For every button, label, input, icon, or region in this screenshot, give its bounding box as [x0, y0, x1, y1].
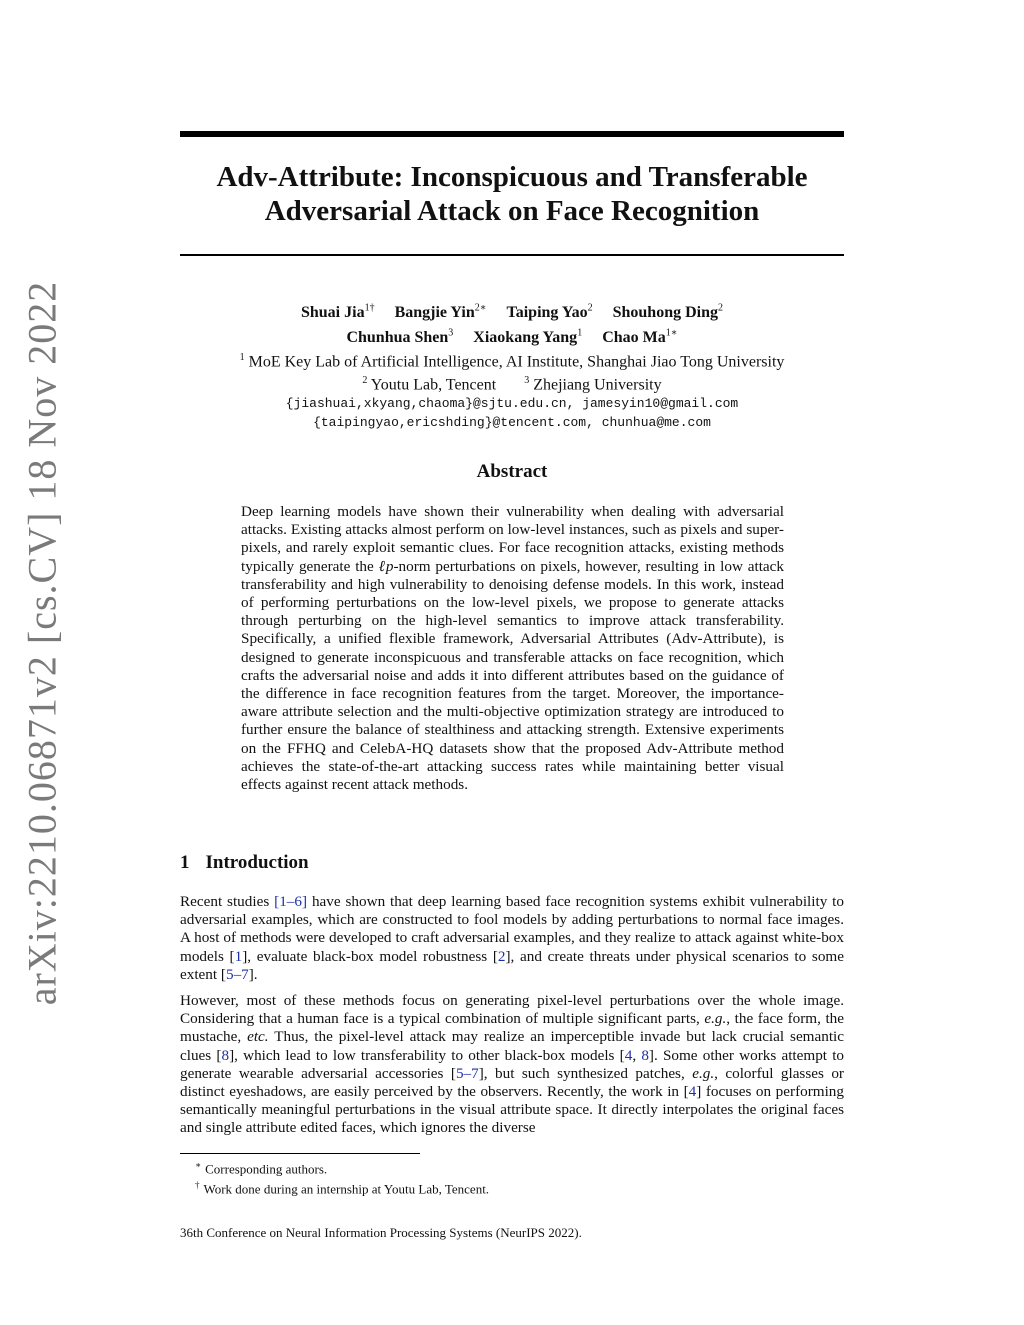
conference-note: 36th Conference on Neural Information Processing Systems (NeurIPS 2022).: [180, 1225, 582, 1240]
title-top-rule: [180, 131, 844, 137]
citation-link[interactable]: 5–7: [455, 1064, 479, 1082]
emphasis-text: e.g.: [692, 1064, 715, 1082]
footnote-internship: † Work done during an internship at Youtu Lab, Tencent.: [195, 1180, 490, 1197]
author-name: Taiping Yao$^2$: [506, 303, 593, 322]
footnotes: [195, 1157, 489, 1198]
paragraph-text: ], which lead to low transferability to other black-box models [: [229, 1046, 625, 1064]
citation-link[interactable]: 2: [497, 947, 506, 965]
paragraph-text: ] focuses on performing semantically meaningful perturbations in the visual attribute space. It directly interpolates the original faces and single attribute edited faces, which ignores the diverse: [180, 1083, 844, 1137]
author-line-2: [180, 323, 844, 347]
author-line-1: [180, 299, 844, 323]
paragraph-text: ], evaluate black-box model robustness [: [242, 947, 498, 965]
paragraph-text: , colorful glasses or distinct eyeshadows, are easily perceived by the observers. Recently, the work in [: [180, 1064, 844, 1101]
citation-link[interactable]: [1–6]: [274, 893, 308, 910]
email-line-2: {taipingyao,ericshding}@tencent.com, chunhua@me.com: [313, 415, 711, 431]
emphasis-text: etc.: [247, 1028, 269, 1046]
abstract-text: Deep learning models have shown their vulnerability when dealing with adversarial attacks. Existing attacks almost perform on low-level instances, such as pixels and super-pixels, and rarely exploit semantic clues. For face recognition attacks, existing methods typically generate the ℓp-norm perturbations on pixels, however, resulting in low attack transferability and high vulnerability to denoising defense models. In this work, instead of performing perturbations on the low-level pixels, we propose to generate attacks through perturbing on the high-level semantics to improve attack transferability. Specifically, a unified flexible framework, Adversarial Attributes (Adv-Attribute), is designed to generate inconspicuous and transferable attacks on face recognition, which crafts the adversarial noise and adds it into different attributes based on the guidance of the difference in face recognition features from the target. Moreover, the importance-aware attribute selection and the multi-objective optimization strategy are introduced to further ensure the balance of stealthiness and attacking strength. Extensive experiments on the FFHQ and CelebA-HQ datasets show that the proposed Adv-Attribute method achieves the state-of-the-art attacking success rates while maintaining better visual effects against recent attack methods.: [241, 503, 784, 794]
paragraph-text: ].: [248, 965, 258, 983]
affiliation-1: $^1$ MoE Key Lab of Artificial Intelligence, AI Institute, Shanghai Jiao Tong University: [239, 351, 785, 370]
paragraph-text: However, most of these methods focus on generating pixel-level perturbations over the whole image. Considering that a human face is a typical combination of multiple significant parts,: [180, 992, 844, 1028]
author-name: Shouhong Ding$^2$: [612, 303, 723, 322]
abstract-heading: Abstract: [476, 461, 548, 482]
paragraph-text: ,: [632, 1046, 642, 1064]
author-name: Xiaokang Yang$^1$: [473, 327, 583, 346]
citation-link[interactable]: 4: [688, 1083, 697, 1101]
paragraph-text: ], but such synthesized patches,: [478, 1064, 693, 1082]
paragraph-text: Recent studies: [180, 893, 275, 910]
title-line-2: Adversarial Attack on Face Recognition: [264, 195, 760, 227]
citation-link[interactable]: 5–7: [225, 965, 249, 983]
paragraph-text: have shown that deep learning based face recognition systems exhibit vulnerability to adversarial examples, which are constructed to fool models by adding perturbations to normal face images. A host of methods were developed to craft adversarial examples, and they realize to attack against white-box models [: [180, 893, 844, 965]
paragraph-text: ]. Some other works attempt to generate wearable adversarial accessories [: [180, 1046, 845, 1082]
author-name: Shuai Jia$^{1\dagger}$: [300, 303, 375, 322]
author-block: [180, 299, 844, 432]
affiliation-2-3: $^2$ Youtu Lab, Tencent $^3$ Zhejiang University: [362, 374, 662, 394]
introduction-paragraph-1: [180, 893, 844, 984]
paper-title: [180, 160, 844, 228]
lp-norm-symbol: ℓp: [378, 557, 394, 575]
paragraph-text: ], and create threats under physical scenarios to some extent [: [180, 947, 844, 983]
footnote-divider: [180, 1153, 420, 1154]
footnote-corresponding: ∗ Corresponding authors.: [195, 1160, 328, 1177]
arxiv-identifier: arXiv:2210.06871v2 [cs.CV] 18 Nov 2022: [19, 280, 65, 1006]
citation-link[interactable]: 1: [234, 947, 243, 965]
citation-link[interactable]: 4: [624, 1046, 633, 1064]
paragraph-text: , the face form, the mustache,: [180, 1010, 845, 1046]
introduction-paragraph-2: [180, 992, 844, 1138]
email-line-1: {jiashuai,xkyang,chaoma}@sjtu.edu.cn, jamesyin10@gmail.com: [285, 396, 739, 412]
section-title: Introduction: [205, 852, 309, 873]
author-name: Chunhua Shen$^3$: [346, 327, 454, 346]
section-number: 1: [180, 852, 190, 873]
author-name: Bangjie Yin$^{2∗}$: [394, 303, 487, 322]
section-heading-introduction: [180, 852, 309, 874]
paragraph-text: Thus, the pixel-level attack may realize an imperceptible invade but lack crucial semantic clues [: [180, 1028, 845, 1064]
title-line-1: Adv-Attribute: Inconspicuous and Transferable: [216, 161, 808, 193]
emphasis-text: e.g.: [704, 1010, 727, 1028]
citation-link[interactable]: 8: [221, 1046, 230, 1064]
introduction-body: [180, 893, 844, 1146]
title-bottom-rule: [180, 254, 844, 256]
citation-link[interactable]: 8: [641, 1046, 649, 1064]
author-name: Chao $Ma^{1∗}$: [602, 327, 678, 346]
